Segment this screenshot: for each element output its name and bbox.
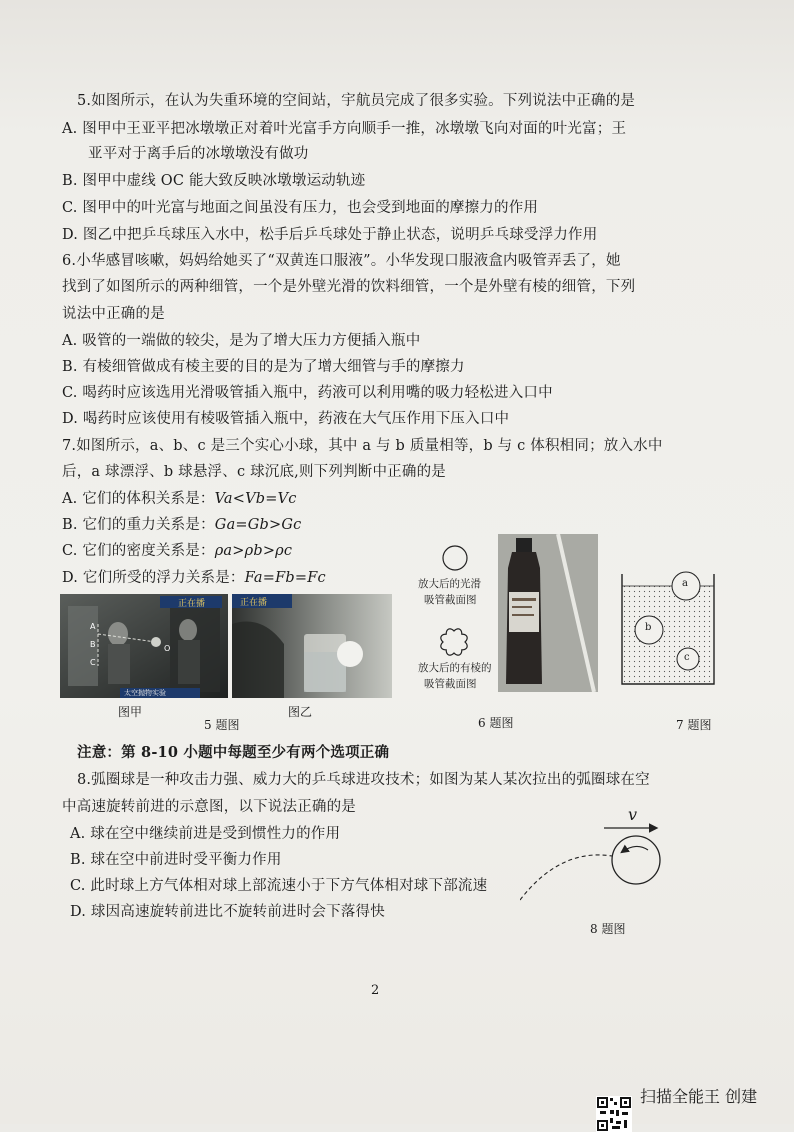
q7-option-c-expression: ρa>ρb>ρc — [214, 543, 293, 559]
smooth-straw-cross-section — [440, 543, 470, 573]
q7-option-c — [62, 542, 292, 560]
q5-option-c: C. 图甲中的叶光富与地面之间虽没有压力，也会受到地面的摩擦力的作用 — [62, 200, 539, 216]
figure-5-photo-jia — [60, 594, 228, 698]
q7-option-d-prefix: D. 它们所受的浮力关系是： — [62, 570, 245, 586]
q8-option-b: B. 球在空中前进时受平衡力作用 — [70, 852, 282, 868]
q7-option-b — [62, 516, 301, 534]
q7-stem-line2: 后，a 球漂浮、b 球悬浮、c 球沉底,则下列判断中正确的是 — [62, 464, 446, 480]
caption-yi: 图乙 — [288, 705, 313, 719]
scanner-brand: 扫描全能王 创建 — [640, 1087, 758, 1106]
q5-option-b: B. 图甲中虚线 OC 能大致反映冰墩墩运动轨迹 — [62, 173, 366, 189]
q5-option-a-line2: 亚平对于离手后的冰墩墩没有做功 — [88, 146, 309, 162]
photo-jia-tag: 正在播 — [178, 599, 206, 609]
ball-c-label: c — [684, 652, 690, 663]
q6-stem-line2: 找到了如图所示的两种细管，一个是外壁光滑的饮料细管，一个是外壁有棱的细管，下列 — [62, 279, 636, 295]
q7-option-a — [62, 490, 297, 508]
photo-point-o: O — [164, 644, 171, 653]
q5-stem: 5.如图所示，在认为失重环境的空间站，宇航员完成了很多实验。下列说法中正确的是 — [77, 93, 636, 109]
ridged-straw-cross-section — [437, 625, 471, 659]
multi-answer-note: 注意：第 8-10 小题中每题至少有两个选项正确 — [77, 744, 390, 761]
q7-stem-line1: 7.如图所示，a、b、c 是三个实心小球，其中 a 与 b 质量相等，b 与 c 体积相同；放入水中 — [62, 438, 663, 454]
photo-yi-illustration — [232, 594, 392, 698]
q6-option-a: A. 吸管的一端做的较尖，是为了增大压力方便插入瓶中 — [62, 333, 421, 349]
bottle-illustration — [498, 534, 598, 692]
q8-stem-line1: 8.弧圈球是一种攻击力强、威力大的乒乓球进攻技术；如图为某人某次拉出的弧圈球在空 — [77, 772, 650, 788]
ridged-straw-label-2: 吸管截面图 — [424, 678, 477, 690]
photo-yi-tag: 正在播 — [240, 598, 268, 608]
caption-jia: 图甲 — [118, 705, 143, 719]
page-number: 2 — [371, 983, 380, 998]
figure-6-bottle-photo — [498, 534, 598, 692]
q8-option-c: C. 此时球上方气体相对球上部流速小于下方气体相对球下部流速 — [70, 878, 488, 894]
caption-fig6: 6 题图 — [478, 716, 514, 730]
q6-stem-line3: 说法中正确的是 — [62, 306, 165, 322]
smooth-straw-label-1: 放大后的光滑 — [418, 578, 481, 590]
q7-option-b-prefix: B. 它们的重力关系是： — [62, 517, 215, 533]
figure-5-photo-yi — [232, 594, 392, 698]
figure-7-water-container — [618, 570, 718, 688]
velocity-label: v — [628, 805, 638, 824]
q7-option-a-prefix: A. 它们的体积关系是： — [62, 491, 215, 507]
q7-option-d-expression: Fa=Fb=Fc — [244, 570, 326, 586]
q7-option-b-expression: Ga=Gb>Gc — [214, 517, 302, 533]
q6-option-d: D. 喝药时应该使用有棱吸管插入瓶中，药液在大气压作用下压入口中 — [62, 411, 510, 427]
caption-fig5: 5 题图 — [204, 718, 240, 732]
photo-point-b: B — [90, 640, 96, 649]
q8-stem-line2: 中高速旋转前进的示意图，以下说法正确的是 — [62, 799, 356, 815]
ball-a-label: a — [682, 578, 688, 589]
q8-option-d: D. 球因高速旋转前进比不旋转前进时会下落得快 — [70, 904, 385, 920]
q6-option-c: C. 喝药时应该选用光滑吸管插入瓶中，药液可以利用嘴的吸力轻松进入口中 — [62, 385, 553, 401]
q7-option-a-expression: Va<Vb=Vc — [214, 491, 297, 507]
photo-jia-caption: 太空抛物实验 — [124, 689, 166, 697]
q5-option-a-line1: A. 图甲中王亚平把冰墩墩正对着叶光富手方向顺手一推，冰墩墩飞向对面的叶光富；王 — [62, 121, 627, 137]
photo-jia-illustration — [60, 594, 228, 698]
q7-option-d — [62, 569, 326, 587]
q5-option-d: D. 图乙中把乒乓球压入水中，松手后乒乓球处于静止状态，说明乒乓球受浮力作用 — [62, 227, 598, 243]
photo-point-a: A — [90, 622, 96, 631]
caption-fig7: 7 题图 — [676, 718, 712, 732]
caption-fig8: 8 题图 — [590, 922, 626, 936]
q7-option-c-prefix: C. 它们的密度关系是： — [62, 543, 215, 559]
q8-option-a: A. 球在空中继续前进是受到惯性力的作用 — [70, 826, 341, 842]
ridged-straw-label-1: 放大后的有棱的 — [418, 662, 492, 674]
q6-stem-line1: 6.小华感冒咳嗽，妈妈给她买了“双黄连口服液”。小华发现口服液盒内吸管弄丢了，她 — [62, 253, 621, 269]
smooth-straw-label-2: 吸管截面图 — [424, 594, 477, 606]
qr-code-icon — [596, 1096, 632, 1132]
ball-b-label: b — [645, 622, 652, 633]
q6-option-b: B. 有棱细管做成有棱主要的目的是为了增大细管与手的摩擦力 — [62, 359, 465, 375]
photo-point-c: C — [90, 658, 96, 667]
